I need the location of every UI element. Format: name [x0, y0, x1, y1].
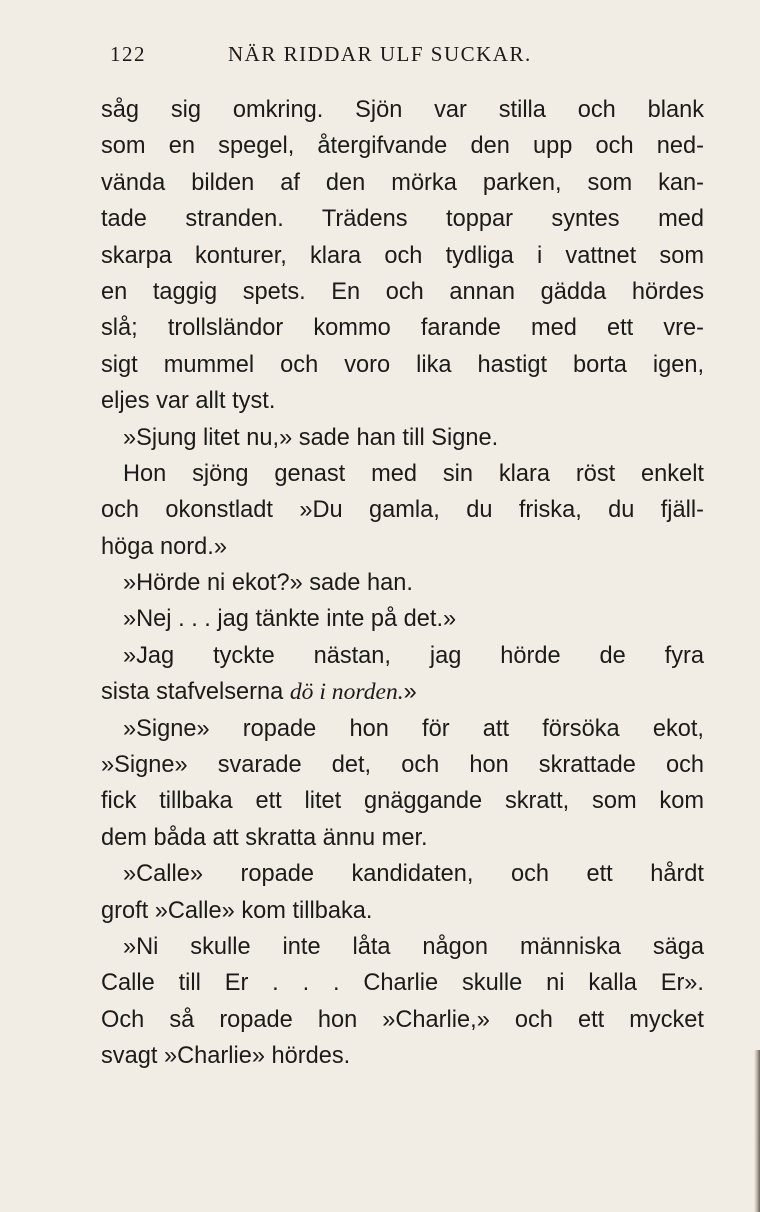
text-line: svagt »Charlie» hördes.	[101, 1043, 351, 1070]
text-line: som en spegel, återgifvande den upp och ned-	[101, 133, 704, 160]
text-line: »Nej . . . jag tänkte inte på det.»	[123, 606, 457, 633]
text-line	[101, 674, 704, 710]
running-title: NÄR RIDDAR ULF SUCKAR.	[228, 42, 532, 66]
page-number: 122	[110, 42, 146, 66]
italic-phrase: dö i norden.	[289, 679, 404, 706]
text-line: eljes var allt tyst.	[101, 388, 276, 415]
text-line: sigt mummel och voro lika hastigt borta igen,	[101, 351, 704, 378]
text-line: »Signe» svarade det, och hon skrattade och	[101, 752, 704, 779]
page-header	[110, 42, 685, 72]
text-line: »Signe» ropade hon för att försöka ekot,	[123, 715, 704, 742]
text-line: »Sjung litet nu,» sade han till Signe.	[123, 424, 499, 451]
text-line: »Hörde ni ekot?» sade han.	[123, 570, 413, 597]
text-line: Calle till Er . . . Charlie skulle ni kalla Er».	[101, 970, 704, 997]
text-line-start: sista stafvelserna	[101, 679, 284, 706]
text-line: groft »Calle» kom tillbaka.	[101, 897, 373, 924]
text-line: Hon sjöng genast med sin klara röst enkelt	[123, 460, 704, 487]
page-edge	[754, 1050, 760, 1212]
text-line: och okonstladt »Du gamla, du friska, du fjäll-	[101, 497, 704, 524]
text-line: såg sig omkring. Sjön var stilla och blank	[101, 97, 704, 123]
text-line: Och så ropade hon »Charlie,» och ett mycket	[101, 1006, 704, 1033]
body-text	[101, 92, 704, 1075]
text-line: slå; trollsländor kommo farande med ett vre-	[101, 315, 704, 342]
text-line: höga nord.»	[101, 533, 227, 560]
text-line: »Jag tyckte nästan, jag hörde de fyra	[123, 642, 704, 669]
text-line: »Ni skulle inte låta någon människa säga	[123, 933, 704, 960]
text-line: fick tillbaka ett litet gnäggande skratt, som kom	[101, 788, 704, 815]
closing-quote: »	[403, 679, 417, 706]
text-line: en taggig spets. En och annan gädda hördes	[101, 278, 704, 305]
text-line: dem båda att skratta ännu mer.	[101, 824, 428, 851]
text-line: vända bilden af den mörka parken, som kan-	[101, 169, 704, 196]
text-line: skarpa konturer, klara och tydliga i vattnet som	[101, 242, 704, 269]
text-line: »Calle» ropade kandidaten, och ett hårdt	[123, 861, 704, 888]
text-line: tade stranden. Trädens toppar syntes med	[101, 206, 704, 233]
